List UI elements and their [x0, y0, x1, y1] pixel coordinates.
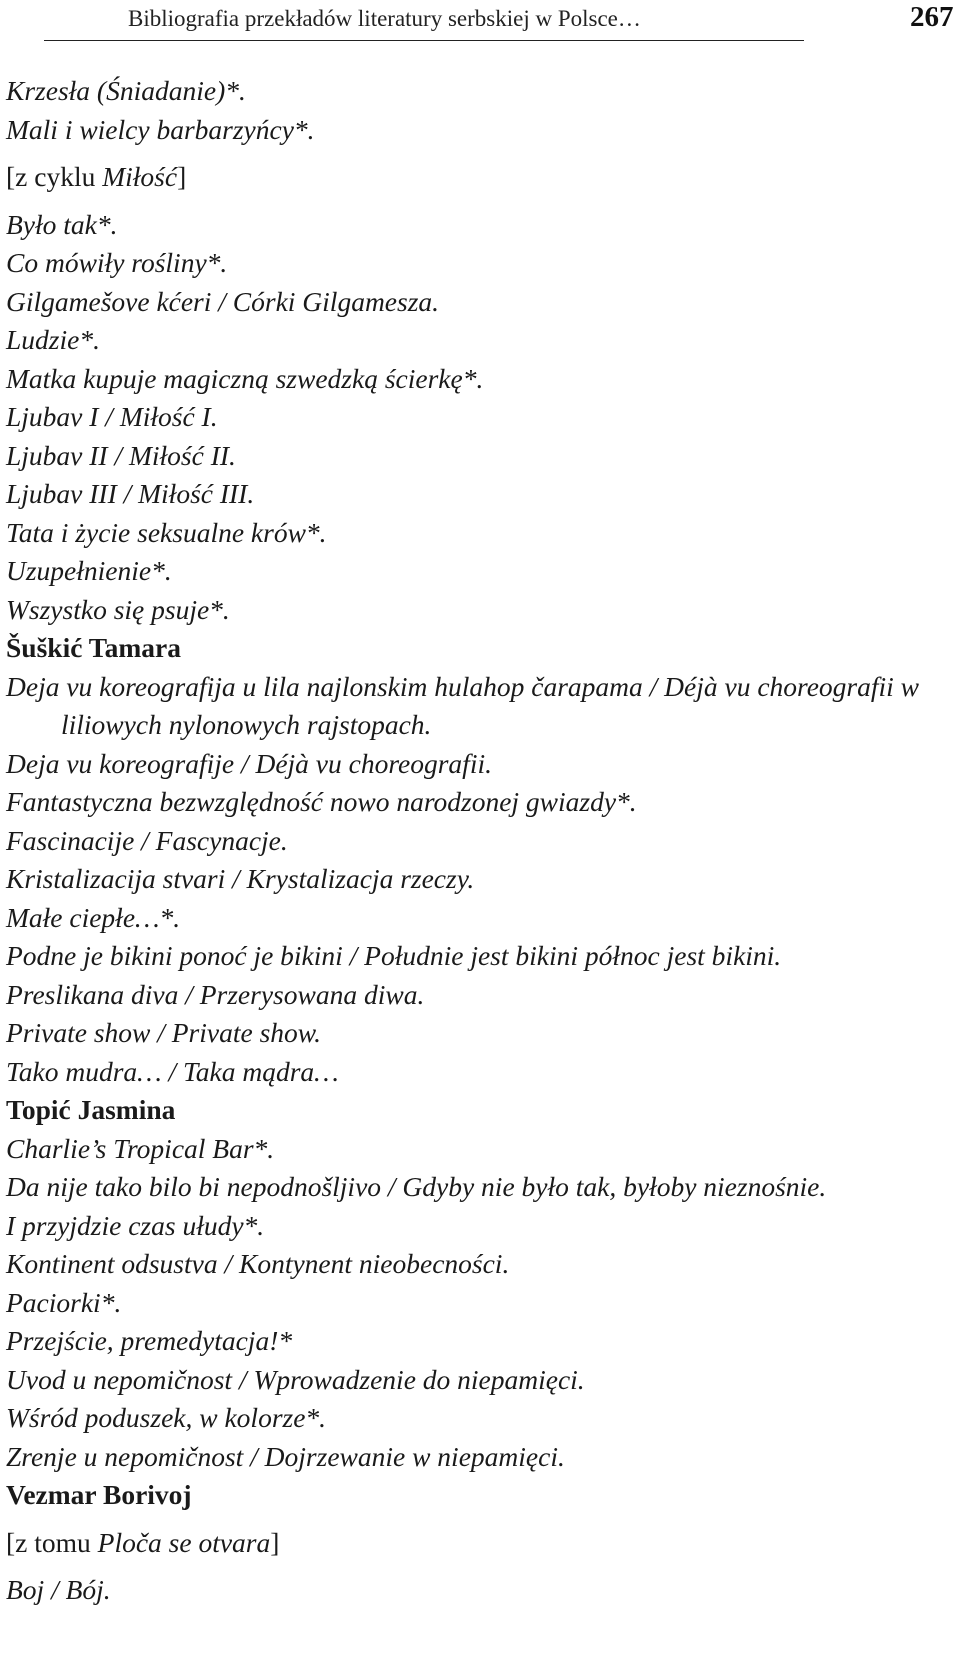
- running-title: Bibliografia przekładów literatury serbskiej w Polsce…: [128, 6, 641, 31]
- entry-title: Ljubav I / Miłość I.: [6, 401, 218, 432]
- entry-title: Paciorki*.: [6, 1286, 122, 1318]
- entry-title: Podne je bikini ponoć je bikini / Południe jest bikini północ jest bikini.: [6, 940, 782, 971]
- entry-title: Wszystko się psuje*.: [6, 593, 230, 625]
- author-name: Vezmar Borivoj: [6, 1479, 192, 1510]
- entry-title: Da nije tako bilo bi nepodnošljivo / Gdyby nie było tak, byłoby nieznośnie.: [6, 1171, 827, 1202]
- entry-title: Uzupełnienie*.: [6, 555, 172, 586]
- entry-title: Tako mudra… / Taka mądra…: [6, 1055, 339, 1087]
- entry-title: Fantastyczna bezwzględność nowo narodzonej gwiazdy*.: [6, 786, 637, 817]
- entry-title: Ljubav III / Miłość III.: [6, 478, 255, 509]
- running-head: [44, 0, 804, 41]
- entry-title: Co mówiły rośliny*.: [6, 247, 228, 278]
- cycle-prefix: [z cyklu: [6, 161, 103, 192]
- entry-title: Było tak*.: [6, 208, 118, 240]
- entry-title: Fascinacije / Fascynacje.: [6, 824, 288, 856]
- entry-title: Tata i życie seksualne krów*.: [6, 516, 327, 548]
- entry-title: Przejście, premedytacja!*: [6, 1325, 293, 1356]
- volume-heading: [6, 1524, 952, 1563]
- entry-title: Deja vu koreografija u lila najlonskim hulahop čarapama / Déjà vu choreografii w liliowych nylonowych rajstopach.: [6, 670, 920, 740]
- entry-title: Gilgamešove kćeri / Córki Gilgamesza.: [6, 285, 440, 317]
- entry-title: Preslikana diva / Przerysowana diwa.: [6, 978, 425, 1010]
- entry-title: Kristalizacija stvari / Krystalizacja rzeczy.: [6, 863, 475, 894]
- entry-title: Matka kupuje magiczną szwedzką ścierkę*.: [6, 362, 484, 394]
- author-name: Šuškić Tamara: [6, 632, 181, 663]
- volume-title: Ploča se otvara: [97, 1526, 271, 1558]
- cycle-title: Miłość: [102, 161, 178, 192]
- entry-title: Kontinent odsustva / Kontynent nieobecności.: [6, 1248, 510, 1279]
- entry-title: Małe ciepłe…*.: [6, 901, 181, 933]
- cycle-suffix: ]: [177, 161, 187, 192]
- page-number: 267: [910, 1, 954, 33]
- bibliography-entries: [6, 72, 952, 1610]
- entry-title: Boj / Bój.: [6, 1574, 111, 1605]
- volume-suffix: ]: [270, 1526, 280, 1558]
- entry-title: Deja vu koreografije / Déjà vu choreografii.: [6, 747, 492, 779]
- entry-title: Wśród poduszek, w kolorze*.: [6, 1402, 327, 1433]
- entry-title: Krzesła (Śniadanie)*.: [6, 75, 246, 106]
- entry-title: Uvod u nepomičnost / Wprowadzenie do niepamięci.: [6, 1363, 585, 1395]
- entry-title: Charlie’s Tropical Bar*.: [6, 1132, 275, 1164]
- author-name: Topić Jasmina: [6, 1094, 176, 1125]
- entry-title: Mali i wielcy barbarzyńcy*.: [6, 113, 315, 145]
- entry-title: Ljubav II / Miłość II.: [6, 439, 236, 471]
- cycle-heading: [6, 158, 952, 197]
- volume-prefix: [z tomu: [6, 1526, 98, 1558]
- entry-title: Ludzie*.: [6, 324, 100, 355]
- entry-title: Private show / Private show.: [6, 1017, 321, 1048]
- entry-title: I przyjdzie czas ułudy*.: [6, 1209, 265, 1241]
- entry-title: Zrenje u nepomičnost / Dojrzewanie w niepamięci.: [6, 1440, 565, 1472]
